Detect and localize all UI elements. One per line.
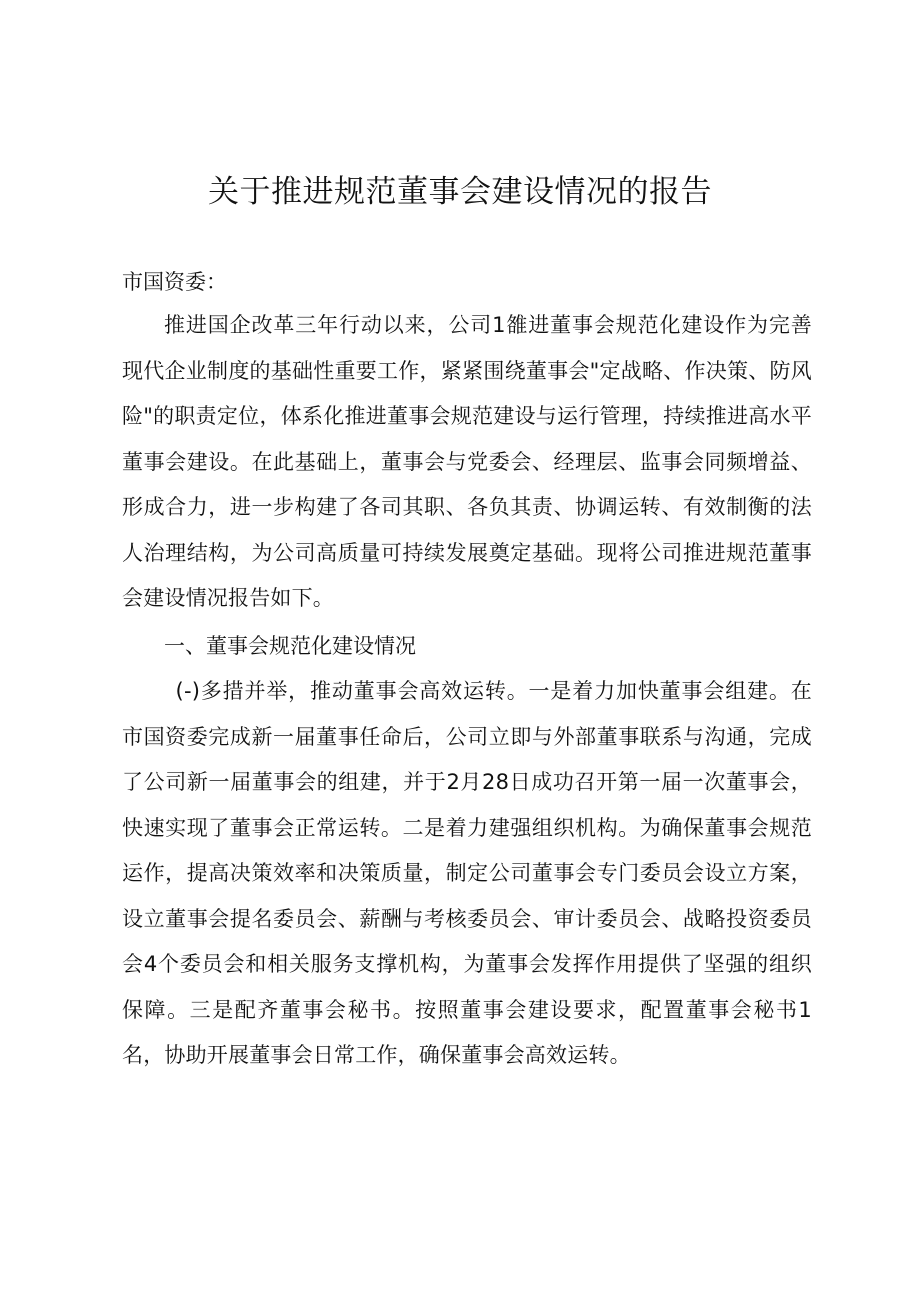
salutation: 市国资委： [122,270,227,294]
document-title: 关于推进规范董事会建设情况的报告 [208,174,712,210]
intro-paragraph: 推进国企改革三年行动以来，公司1雒进董事会规范化建设作为完善现代企业制度的基础性重要工作，紧紧围绕董事会"定战略、作决策、防风险"的职责定位，体系化推进董事会规范建设与运行管理，持续推进高水平董事会建设。在此基础上，董事会与党委会、经理层、监事会同频增益、形成合力，进一步构建了各司其职、各负其责、协调运转、有效制衡的法人治理结构，为公司高质量可持续发展奠定基础。现将公司推进规范董事会建设情况报告如下。 [122,313,812,610]
section-heading: 一、董事会规范化建设情况 [164,634,416,658]
section-paragraph: (-)多措并举，推动董事会高效运转。一是着力加快董事会组建。在市国资委完成新一届董事任命后，公司立即与外部董事联系与沟通，完成了公司新一届董事会的组建，并于2月28日成功召开第一届一次董事会，快速实现了董事会正常运转。二是着力建强组织机构。为确保董事会规范运作，提高决策效率和决策质量，制定公司董事会专门委员会设立方案，设立董事会提名委员会、薪酬与考核委员会、审计委员会、战略投资委员会4个委员会和相关服务支撑机构，为董事会发挥作用提供了坚强的组织保障。三是配齐董事会秘书。按照董事会建设要求，配置董事会秘书1名，协助开展董事会日常工作，确保董事会高效运转。 [122,679,812,1067]
